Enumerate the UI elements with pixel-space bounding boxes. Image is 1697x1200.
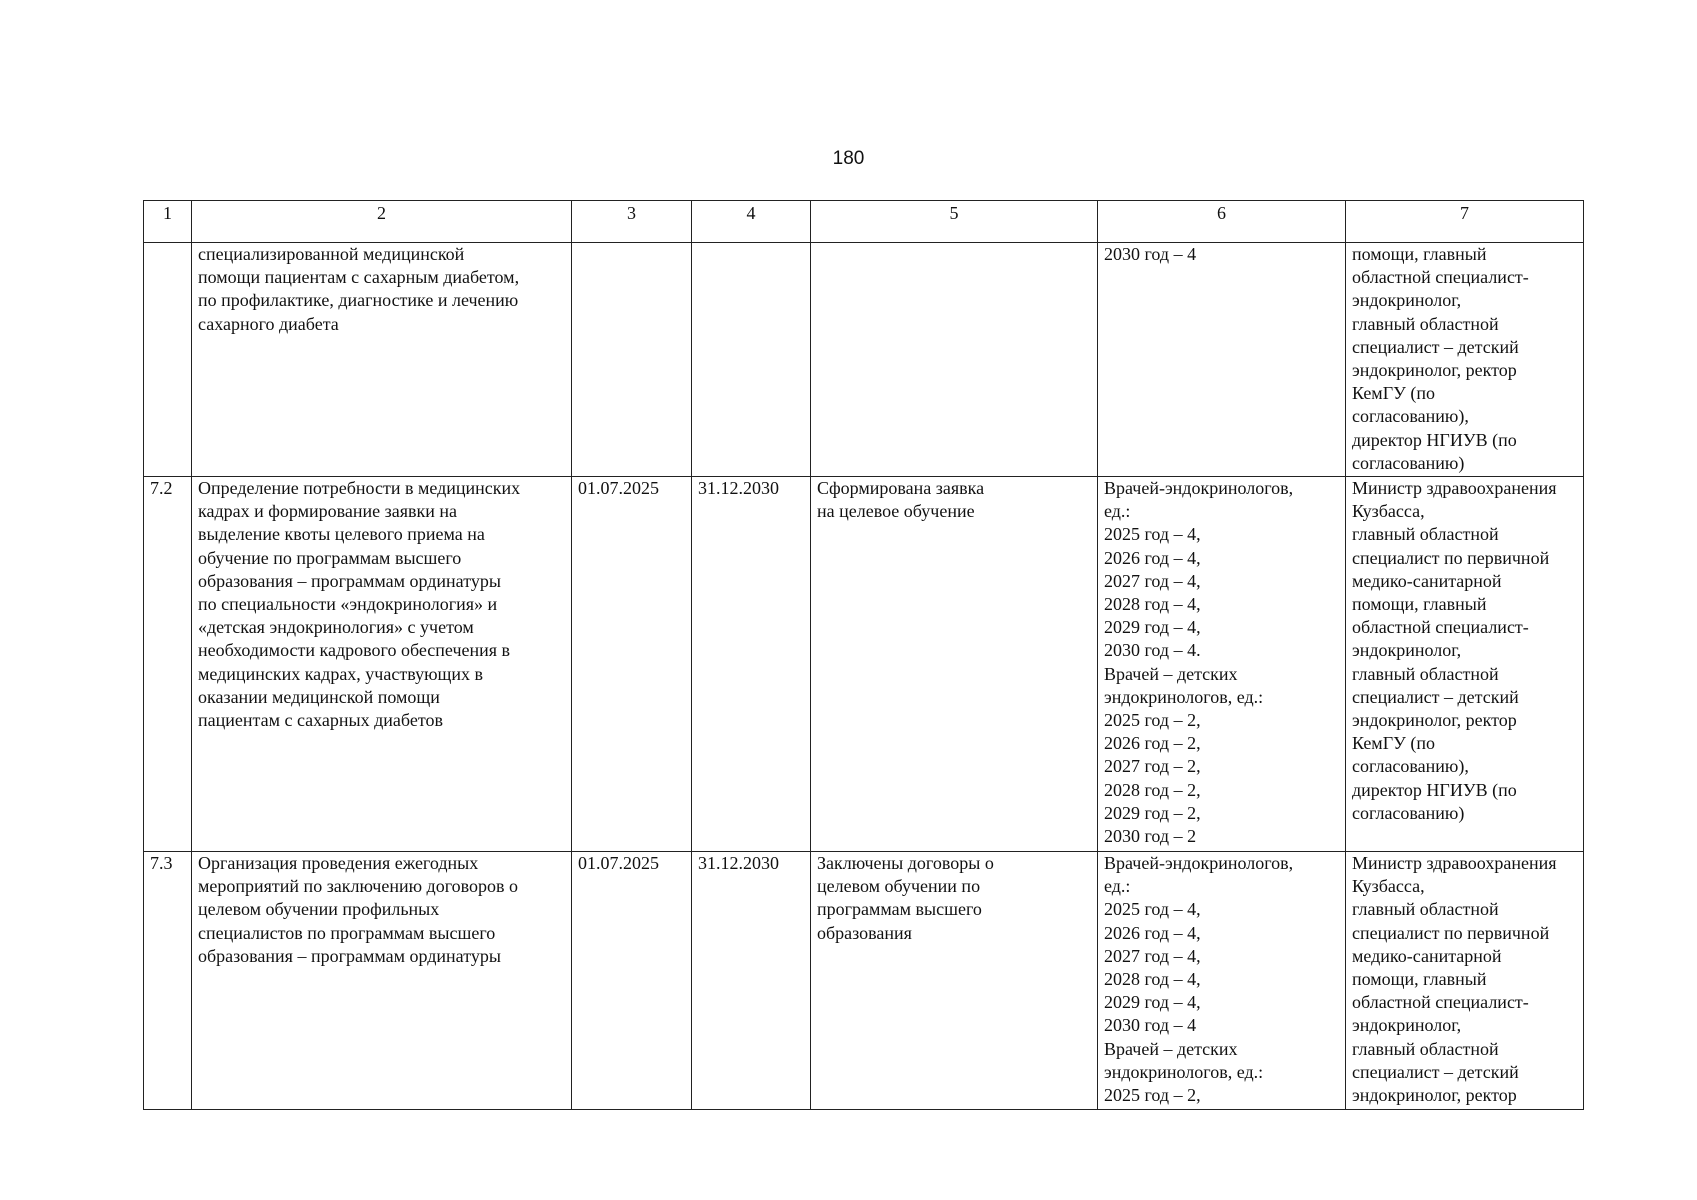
table-row bbox=[144, 243, 1584, 477]
result-cell: Заключены договоры о целевом обучении по программам высшего образования bbox=[811, 852, 1098, 1110]
column-header: 1 bbox=[144, 201, 192, 243]
column-header: 7 bbox=[1346, 201, 1584, 243]
item-number-cell: 7.2 bbox=[144, 477, 192, 852]
end-date-cell: 31.12.2030 bbox=[692, 477, 811, 852]
table-header-row bbox=[144, 201, 1584, 243]
column-header: 5 bbox=[811, 201, 1098, 243]
item-number-cell: 7.3 bbox=[144, 852, 192, 1110]
page-number: 180 bbox=[832, 148, 865, 169]
table-row bbox=[144, 477, 1584, 852]
result-cell: Сформирована заявка на целевое обучение bbox=[811, 477, 1098, 852]
column-header: 3 bbox=[572, 201, 692, 243]
start-date-cell: 01.07.2025 bbox=[572, 477, 692, 852]
table-row bbox=[144, 852, 1584, 1110]
item-number-cell bbox=[144, 243, 192, 477]
column-header: 6 bbox=[1098, 201, 1346, 243]
end-date-cell: 31.12.2030 bbox=[692, 852, 811, 1110]
column-header: 4 bbox=[692, 201, 811, 243]
column-header: 2 bbox=[192, 201, 572, 243]
result-cell bbox=[811, 243, 1098, 477]
start-date-cell: 01.07.2025 bbox=[572, 852, 692, 1110]
activities-table bbox=[143, 200, 1584, 1110]
activity-name-cell: Определение потребности в медицинских кадрах и формирование заявки на выделение квоты целевого приема на обучение по программам высшего образования – программам ординатуры по специальности «эндокринология» и «детская эндокринология» с учетом необходимости кадрового обеспечения в медицинских кадрах, участвующих в оказании медицинской помощи пациентам с сахарных диабетов bbox=[192, 477, 572, 852]
indicator-cell: Врачей-эндокринологов, ед.: 2025 год – 4, 2026 год – 4, 2027 год – 4, 2028 год – 4, 2029 год – 4, 2030 год – 4 Врачей – детских эндокринологов, ед.: 2025 год – 2, bbox=[1098, 852, 1346, 1110]
end-date-cell bbox=[692, 243, 811, 477]
indicator-cell: Врачей-эндокринологов, ед.: 2025 год – 4, 2026 год – 4, 2027 год – 4, 2028 год – 4, 2029 год – 4, 2030 год – 4. Врачей – детских эндокринологов, ед.: 2025 год – 2, 2026 год – 2, 2027 год – 2, 2028 год – 2, 2029 год – 2, 2030 год – 2 bbox=[1098, 477, 1346, 852]
responsible-cell: Министр здравоохранения Кузбасса, главный областной специалист по первичной медико-санитарной помощи, главный областной специалист- эндокринолог, главный областной специалист – детский эндокринолог, ректор КемГУ (по согласованию), директор НГИУВ (по согласованию) bbox=[1346, 477, 1584, 852]
start-date-cell bbox=[572, 243, 692, 477]
indicator-cell: 2030 год – 4 bbox=[1098, 243, 1346, 477]
activity-name-cell: специализированной медицинской помощи пациентам с сахарным диабетом, по профилактике, диагностике и лечению сахарного диабета bbox=[192, 243, 572, 477]
activity-name-cell: Организация проведения ежегодных мероприятий по заключению договоров о целевом обучении профильных специалистов по программам высшего образования – программам ординатуры bbox=[192, 852, 572, 1110]
responsible-cell: помощи, главный областной специалист- эндокринолог, главный областной специалист – детский эндокринолог, ректор КемГУ (по согласованию), директор НГИУВ (по согласованию) bbox=[1346, 243, 1584, 477]
responsible-cell: Министр здравоохранения Кузбасса, главный областной специалист по первичной медико-санитарной помощи, главный областной специалист- эндокринолог, главный областной специалист – детский эндокринолог, ректор bbox=[1346, 852, 1584, 1110]
